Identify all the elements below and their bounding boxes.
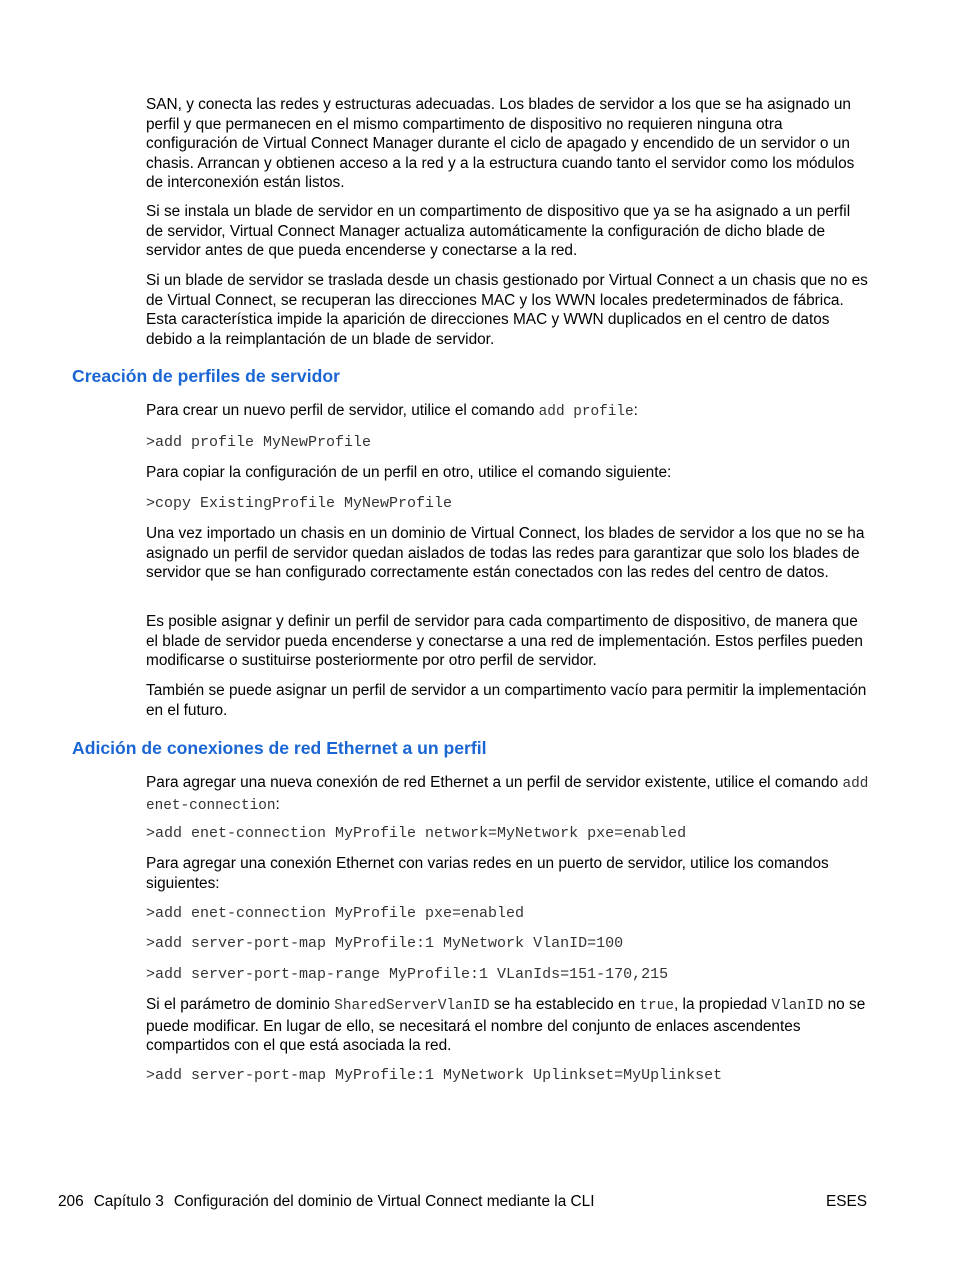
shared-vlan-note xyxy=(146,995,871,1056)
code-add-profile: >add profile MyNewProfile xyxy=(146,434,372,451)
page-footer-left xyxy=(58,1192,595,1211)
multi-network-instruction: Para agregar una conexión Ethernet con varias redes en un puerto de servidor, utilice los comandos siguientes: xyxy=(146,855,829,892)
body-paragraph-move: Si un blade de servidor se traslada desde un chasis gestionado por Virtual Connect a un chasis que no es de Virtual Connect, se recuperan las direcciones MAC y los WWN locales predeterminados de fábrica. Esta característica impide la aparición de direcciones MAC y WWN duplicados en el centro de datos debido a la reimplantación de un blade de servidor. xyxy=(146,272,868,348)
note-text-d: no se puede modificar. En lugar de ello, se necesitará el nombre del conjunto de enlaces ascendentes compartidos con el que está asociada la red. xyxy=(146,996,866,1055)
create-profile-colon: : xyxy=(633,402,638,419)
body-paragraph-san: SAN, y conecta las redes y estructuras adecuadas. Los blades de servidor a los que se ha asignado un perfil y que permanecen en el mismo compartimento de dispositivo no requieren ninguna otra configuración de Virtual Connect Manager durante el ciclo de apagado y encendido de un servidor o un chasis. Arrancan y obtienen acceso a la red y a la estructura cuando tanto el servidor como los módulos de interconexión están listos. xyxy=(146,96,855,192)
code-add-server-port-map-uplinkset: >add server-port-map MyProfile:1 MyNetwork Uplinkset=MyUplinkset xyxy=(146,1067,723,1084)
add-enet-text: Para agregar una nueva conexión de red Ethernet a un perfil de servidor existente, utilice el comando xyxy=(146,774,843,791)
code-add-enet-connection-network: >add enet-connection MyProfile network=MyNetwork pxe=enabled xyxy=(146,825,687,842)
inline-code-add-profile: add profile xyxy=(538,404,634,420)
add-enet-instruction xyxy=(146,773,871,816)
body-paragraph-import: Una vez importado un chasis en un dominio de Virtual Connect, los blades de servidor a los que no se ha asignado un perfil de servidor quedan aislados de todas las redes para garantizar que solo los blades de servidor que se han configurado correctamente están conectados con las redes del centro de datos. xyxy=(146,525,865,582)
page-number: 206 xyxy=(58,1193,84,1210)
note-text-b: se ha establecido en xyxy=(489,996,640,1013)
code-add-server-port-map-range: >add server-port-map-range MyProfile:1 VLanIds=151-170,215 xyxy=(146,966,669,983)
inline-code-vlanid: VlanID xyxy=(771,998,824,1014)
add-enet-colon: : xyxy=(275,795,280,813)
code-add-enet-connection-pxe: >add enet-connection MyProfile pxe=enabled xyxy=(146,905,525,922)
copy-profile-instruction: Para copiar la configuración de un perfil en otro, utilice el comando siguiente: xyxy=(146,464,672,481)
inline-code-sharedservervlanid: SharedServerVlanID xyxy=(334,998,490,1014)
note-text-c: , la propiedad xyxy=(673,996,772,1013)
note-text-a: Si el parámetro de dominio xyxy=(146,996,335,1013)
inline-code-true: true xyxy=(639,998,674,1014)
body-paragraph-install: Si se instala un blade de servidor en un compartimento de dispositivo que ya se ha asignado a un perfil de servidor, Virtual Connect Manager actualiza automáticamente la configuración de dicho blade de servidor antes de que pueda encenderse y conectarse a la red. xyxy=(146,203,851,260)
code-copy-profile: >copy ExistingProfile MyNewProfile xyxy=(146,495,453,512)
section-heading-create-profiles: Creación de perfiles de servidor xyxy=(72,366,340,386)
footer-locale: ESES xyxy=(825,1193,867,1210)
footer-chapter-title: Configuración del dominio de Virtual Connect mediante la CLI xyxy=(173,1193,595,1210)
body-paragraph-assign: Es posible asignar y definir un perfil de servidor para cada compartimento de dispositivo, de manera que el blade de servidor pueda encenderse y conectarse a una red de implementación. Estos perfiles pueden modificarse o sustituirse posteriormente por otro perfil de servidor. xyxy=(146,613,863,670)
create-profile-instruction xyxy=(146,401,871,423)
section-heading-ethernet-connections: Adición de conexiones de red Ethernet a un perfil xyxy=(72,738,487,758)
inline-code-add-enet-connection: add enet-connection xyxy=(146,776,869,814)
body-paragraph-empty-bay: También se puede asignar un perfil de servidor a un compartimento vacío para permitir la implementación en el futuro. xyxy=(146,682,867,719)
create-profile-text: Para crear un nuevo perfil de servidor, utilice el comando xyxy=(146,402,539,419)
code-add-server-port-map: >add server-port-map MyProfile:1 MyNetwork VlanID=100 xyxy=(146,935,624,952)
footer-chapter: Capítulo 3 xyxy=(93,1193,164,1210)
